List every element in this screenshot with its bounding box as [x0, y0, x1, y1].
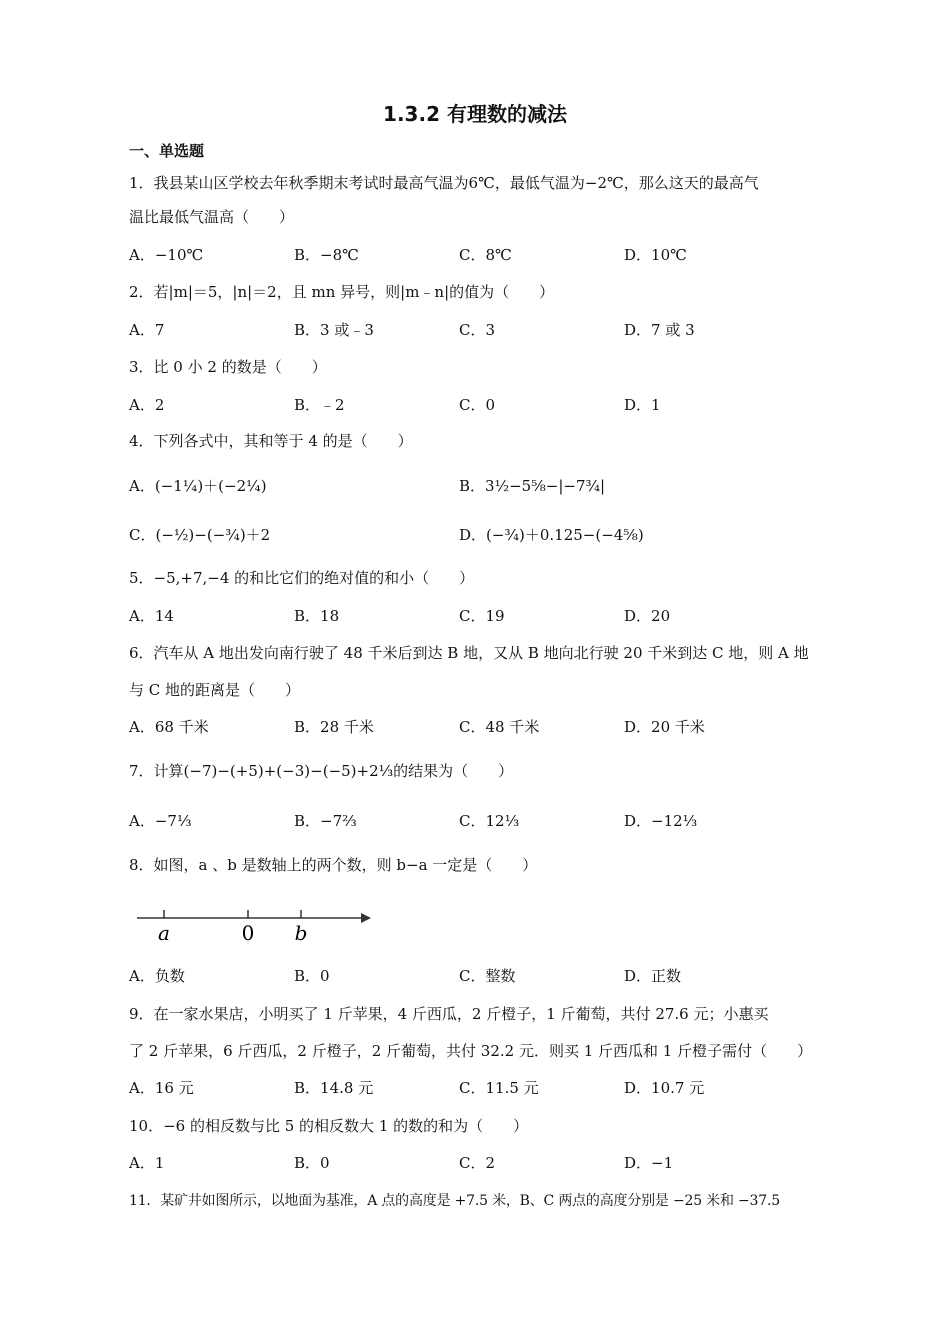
question-7-line-1: 7．计算(−7)−(+5)+(−3)−(−5)+2⅓的结果为（ ）: [129, 762, 514, 780]
q2-option-c: C．3: [459, 321, 496, 339]
q8-option-b: B．0: [294, 967, 330, 985]
q9-option-b: B．14.8 元: [294, 1079, 374, 1097]
question-9-line-1: 9．在一家水果店，小明买了 1 斤苹果，4 斤西瓜，2 斤橙子，1 斤葡萄，共付 27.6 元；小惠买: [129, 1005, 769, 1023]
q10-option-d: D．−1: [624, 1154, 674, 1172]
q5-option-c: C．19: [459, 607, 505, 625]
q4-option-d: D．(−¾)＋0.125−(−4⅝): [459, 526, 644, 544]
q1-option-b: B．−8℃: [294, 246, 359, 264]
q10-option-a: A．1: [129, 1154, 165, 1172]
question-1-line-1: 1．我县某山区学校去年秋季期末考试时最高气温为6℃，最低气温为−2℃，那么这天的最高气: [129, 174, 759, 192]
q2-option-d: D．7 或 3: [624, 321, 695, 339]
q4-option-c: C．(−½)−(−¾)＋2: [129, 526, 271, 544]
number-line-arrow: [361, 913, 371, 923]
section-heading: 一、单选题: [129, 142, 205, 160]
question-2-line-1: 2．若|m|＝5，|n|＝2，且 mn 异号，则|m﹣n|的值为（ ）: [129, 283, 555, 301]
q2-option-b: B．3 或﹣3: [294, 321, 374, 339]
q8-option-c: C．整数: [459, 967, 516, 985]
q3-option-b: B．﹣2: [294, 396, 345, 414]
q4-option-a: A．(−1¼)＋(−2¼): [129, 477, 267, 495]
q1-option-a: A．−10℃: [129, 246, 204, 264]
q9-option-a: A．16 元: [129, 1079, 194, 1097]
question-3-line-1: 3．比 0 小 2 的数是（ ）: [129, 358, 327, 376]
question-9-line-2: 了 2 斤苹果，6 斤西瓜，2 斤橙子，2 斤葡萄，共付 32.2 元．则买 1 斤西瓜和 1 斤橙子需付（ ）: [129, 1042, 813, 1060]
q3-option-d: D．1: [624, 396, 661, 414]
question-6-line-1: 6．汽车从 A 地出发向南行驶了 48 千米后到达 B 地，又从 B 地向北行驶 20 千米到达 C 地，则 A 地: [129, 644, 809, 662]
q3-option-c: C．0: [459, 396, 496, 414]
q2-option-a: A．7: [129, 321, 165, 339]
q9-option-d: D．10.7 元: [624, 1079, 705, 1097]
question-4-line-1: 4．下列各式中，其和等于 4 的是（ ）: [129, 432, 413, 450]
q1-option-d: D．10℃: [624, 246, 687, 264]
label-zero: 0: [241, 921, 255, 945]
q10-option-b: B．0: [294, 1154, 330, 1172]
q5-option-d: D．20: [624, 607, 671, 625]
q7-option-d: D．−12⅓: [624, 812, 698, 830]
q6-option-d: D．20 千米: [624, 718, 705, 736]
q8-option-d: D．正数: [624, 967, 682, 985]
q5-option-b: B．18: [294, 607, 340, 625]
q6-option-c: C．48 千米: [459, 718, 540, 736]
q7-option-a: A．−7⅓: [129, 812, 192, 830]
q10-option-c: C．2: [459, 1154, 496, 1172]
q1-option-c: C．8℃: [459, 246, 512, 264]
question-10-line-1: 10．−6 的相反数与比 5 的相反数大 1 的数的和为（ ）: [129, 1117, 529, 1135]
q7-option-b: B．−7⅔: [294, 812, 357, 830]
q7-option-c: C．12⅓: [459, 812, 520, 830]
question-1-line-2: 温比最低气温高（ ）: [129, 208, 295, 226]
question-11-line-1: 11．某矿井如图所示，以地面为基准，A 点的高度是 +7.5 米，B、C 两点的高度分别是 −25 米和 −37.5: [129, 1193, 780, 1209]
q8-option-a: A．负数: [129, 967, 185, 985]
label-b: b: [294, 921, 308, 945]
page-title: 1.3.2 有理数的减法: [383, 102, 567, 126]
question-6-line-2: 与 C 地的距离是（ ）: [129, 681, 301, 699]
question-8-line-1: 8．如图，a 、b 是数轴上的两个数，则 b−a 一定是（ ）: [129, 856, 538, 874]
q9-option-c: C．11.5 元: [459, 1079, 539, 1097]
q6-option-b: B．28 千米: [294, 718, 374, 736]
question-5-line-1: 5．−5,+7,−4 的和比它们的绝对值的和小（ ）: [129, 569, 475, 587]
q4-option-b: B．3½−5⅝−|−7¾|: [459, 477, 606, 495]
label-a: a: [158, 921, 170, 945]
q3-option-a: A．2: [129, 396, 165, 414]
number-line-figure: [129, 900, 374, 950]
q6-option-a: A．68 千米: [129, 718, 209, 736]
q5-option-a: A．14: [129, 607, 174, 625]
